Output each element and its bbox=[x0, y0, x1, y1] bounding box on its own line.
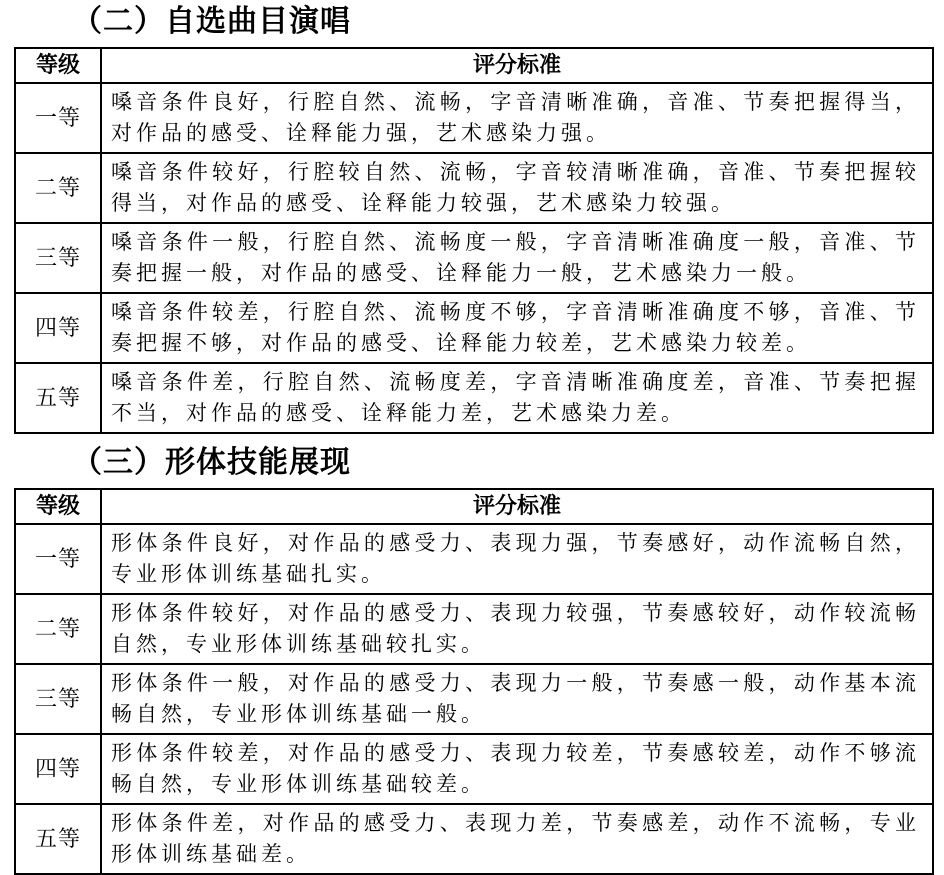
criteria-cell: 嗓音条件一般，行腔自然、流畅度一般，字音清晰准确度一般，音准、节奏把握一般，对作品的感受、诠释能力一般，艺术感染力一般。 bbox=[101, 223, 933, 293]
grade-cell: 五等 bbox=[15, 363, 101, 433]
criteria-cell: 形体条件一般，对作品的感受力、表现力一般，节奏感一般，动作基本流畅自然，专业形体训练基础一般。 bbox=[101, 664, 933, 734]
grade-cell: 一等 bbox=[15, 83, 101, 153]
header-criteria: 评分标准 bbox=[101, 489, 933, 524]
grade-cell: 五等 bbox=[15, 804, 101, 874]
singing-grading-table bbox=[14, 47, 934, 434]
grade-cell: 四等 bbox=[15, 293, 101, 363]
criteria-cell: 嗓音条件良好，行腔自然、流畅，字音清晰准确，音准、节奏把握得当，对作品的感受、诠释能力强，艺术感染力强。 bbox=[101, 83, 933, 153]
table-row bbox=[15, 363, 933, 433]
grade-cell: 三等 bbox=[15, 223, 101, 293]
criteria-cell: 形体条件差，对作品的感受力、表现力差，节奏感差，动作不流畅，专业形体训练基础差。 bbox=[101, 804, 933, 874]
table-header-row bbox=[15, 48, 933, 83]
table-row bbox=[15, 223, 933, 293]
table-row bbox=[15, 734, 933, 804]
section-heading-singing: （二）自选曲目演唱 bbox=[72, 4, 351, 39]
criteria-cell: 嗓音条件较差，行腔自然、流畅度不够，字音清晰准确度不够，音准、节奏把握不够，对作品的感受、诠释能力较差，艺术感染力较差。 bbox=[101, 293, 933, 363]
table-row bbox=[15, 83, 933, 153]
table-row bbox=[15, 804, 933, 874]
physique-grading-table bbox=[14, 488, 934, 875]
grade-cell: 三等 bbox=[15, 664, 101, 734]
criteria-cell: 嗓音条件差，行腔自然、流畅度差，字音清晰准确度差，音准、节奏把握不当，对作品的感受、诠释能力差，艺术感染力差。 bbox=[101, 363, 933, 433]
criteria-cell: 形体条件良好，对作品的感受力、表现力强，节奏感好，动作流畅自然，专业形体训练基础扎实。 bbox=[101, 524, 933, 594]
table-row bbox=[15, 153, 933, 223]
table-header-row bbox=[15, 489, 933, 524]
criteria-cell: 形体条件较好，对作品的感受力、表现力较强，节奏感较好，动作较流畅自然，专业形体训练基础较扎实。 bbox=[101, 594, 933, 664]
grade-cell: 二等 bbox=[15, 594, 101, 664]
grade-cell: 一等 bbox=[15, 524, 101, 594]
criteria-cell: 嗓音条件较好，行腔较自然、流畅，字音较清晰准确，音准、节奏把握较得当，对作品的感受、诠释能力较强，艺术感染力较强。 bbox=[101, 153, 933, 223]
table-row bbox=[15, 524, 933, 594]
table-row bbox=[15, 594, 933, 664]
section-heading-physique: （三）形体技能展现 bbox=[72, 445, 351, 480]
header-grade: 等级 bbox=[15, 48, 101, 83]
criteria-cell: 形体条件较差，对作品的感受力、表现力较差，节奏感较差，动作不够流畅自然，专业形体训练基础较差。 bbox=[101, 734, 933, 804]
table-row bbox=[15, 664, 933, 734]
grade-cell: 二等 bbox=[15, 153, 101, 223]
grade-cell: 四等 bbox=[15, 734, 101, 804]
table-row bbox=[15, 293, 933, 363]
header-grade: 等级 bbox=[15, 489, 101, 524]
header-criteria: 评分标准 bbox=[101, 48, 933, 83]
